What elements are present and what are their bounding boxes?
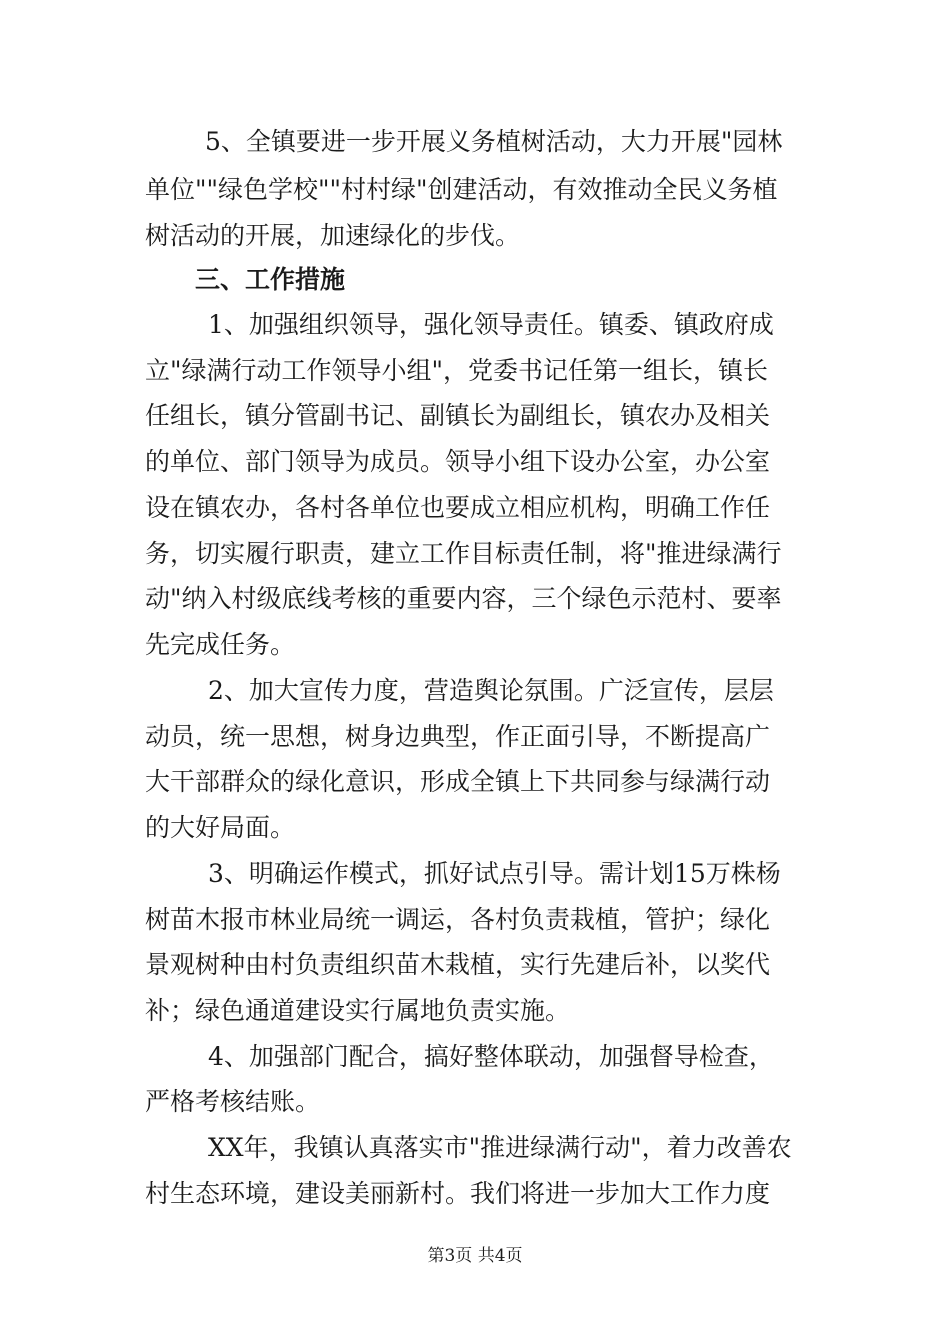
text-line: 严格考核结账。 [145, 1087, 321, 1116]
text-line: 5、全镇要进一步开展义务植树活动，大力开展"园林 [205, 127, 783, 156]
text-line: 4、加强部门配合，搞好整体联动，加强督导检查， [208, 1042, 774, 1071]
text-line: 2、加大宣传力度，营造舆论氛围。广泛宣传，层层 [208, 676, 774, 705]
text-line: 大干部群众的绿化意识，形成全镇上下共同参与绿满行动 [145, 767, 771, 796]
text-line: 树苗木报市林业局统一调运，各村负责栽植，管护；绿化 [145, 905, 771, 934]
text-line: 1、加强组织领导，强化领导责任。镇委、镇政府成 [208, 310, 774, 339]
text-line: 补；绿色通道建设实行属地负责实施。 [145, 996, 571, 1025]
text-line: 景观树种由村负责组织苗木栽植，实行先建后补，以奖代 [145, 950, 771, 979]
text-line: 动员，统一思想，树身边典型，作正面引导，不断提高广 [145, 722, 771, 751]
section-heading: 三、工作措施 [195, 265, 346, 294]
text-line: 单位""绿色学校""村村绿"创建活动，有效推动全民义务植 [145, 175, 778, 204]
text-line: 任组长，镇分管副书记、副镇长为副组长，镇农办及相关 [145, 401, 771, 430]
text-line: 树活动的开展，加速绿化的步伐。 [145, 221, 521, 250]
text-line: 3、明确运作模式，抓好试点引导。需计划15万株杨 [208, 859, 781, 888]
text-line: XX年，我镇认真落实市"推进绿满行动"，着力改善农 [208, 1133, 792, 1162]
text-line: 的单位、部门领导为成员。领导小组下设办公室，办公室 [145, 447, 771, 476]
text-line: 的大好局面。 [145, 813, 296, 842]
text-line: 动"纳入村级底线考核的重要内容，三个绿色示范村、要率 [145, 584, 782, 613]
text-line: 设在镇农办，各村各单位也要成立相应机构，明确工作任 [145, 493, 771, 522]
text-line: 先完成任务。 [145, 630, 296, 659]
text-line: 务，切实履行职责，建立工作目标责任制，将"推进绿满行 [145, 539, 782, 568]
page-footer: 第3页 共4页 [427, 1246, 523, 1266]
text-line: 村生态环境，建设美丽新村。我们将进一步加大工作力度 [145, 1179, 771, 1208]
text-line: 立"绿满行动工作领导小组"，党委书记任第一组长，镇长 [145, 356, 769, 385]
